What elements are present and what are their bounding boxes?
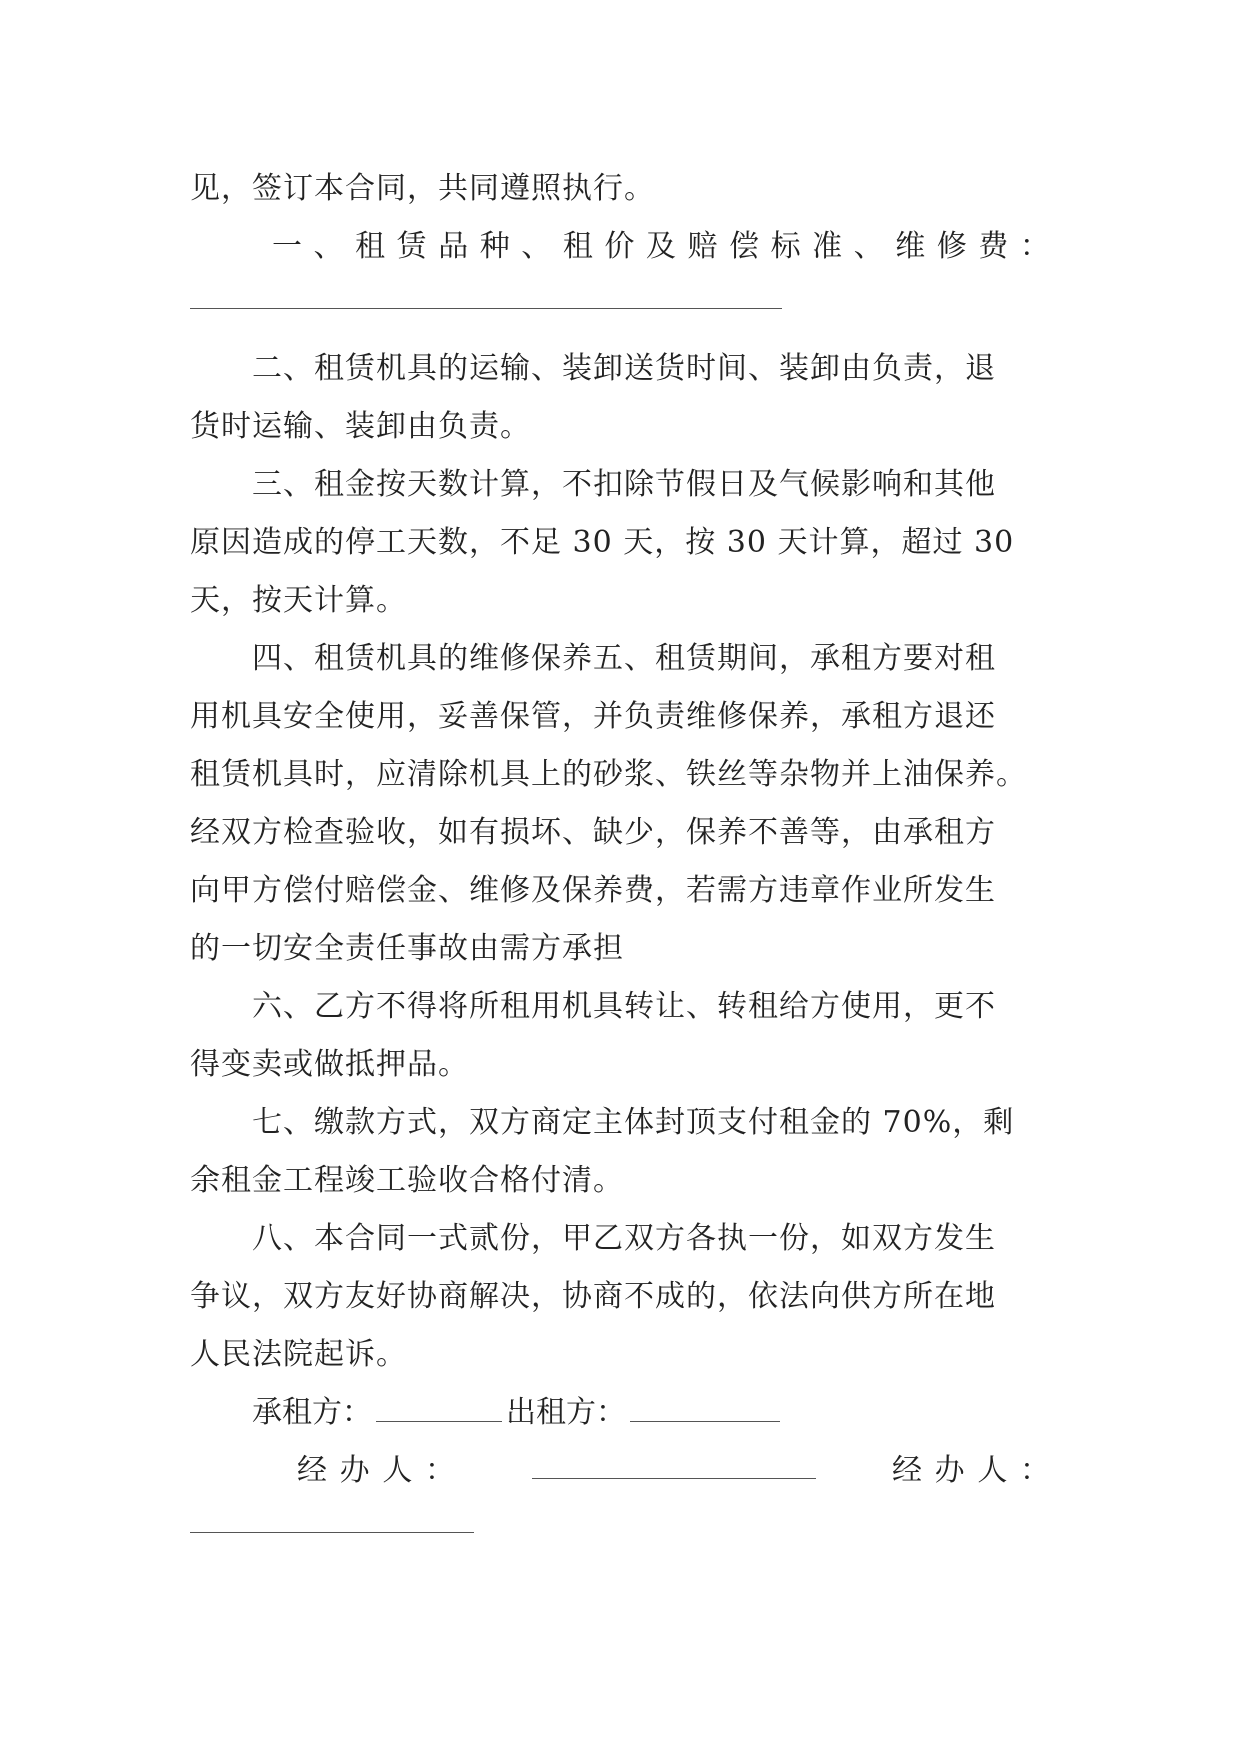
item1-heading-char: 品 xyxy=(438,229,469,264)
lessor-agent-blank xyxy=(190,1532,474,1533)
item1-heading-char: 偿 xyxy=(729,229,760,264)
lessee-label: 承租方： xyxy=(252,1395,372,1430)
lessor-agent-char: 办 xyxy=(934,1453,965,1488)
item1-heading-char: ： xyxy=(1019,229,1050,264)
item1-heading-char: 租 xyxy=(562,229,593,264)
item1-heading-char: 及 xyxy=(645,229,676,264)
item1-heading-char: 、 xyxy=(313,229,344,264)
item2-line-2: 货时运输、装卸由负责。 xyxy=(190,409,531,444)
item1-heading-char: 、 xyxy=(521,229,552,264)
item3-line-1: 三、租金按天数计算，不扣除节假日及气候影响和其他 xyxy=(252,467,996,502)
item1-heading-char: 维 xyxy=(895,229,926,264)
item6-line-2: 得变卖或做抵押品。 xyxy=(190,1047,469,1082)
item1-heading-char: 一 xyxy=(272,229,302,264)
lessee-agent-label xyxy=(297,1442,455,1500)
contract-body xyxy=(190,160,1050,1558)
item4-line-3: 租赁机具时，应清除机具上的砂浆、铁丝等杂物并上油保养。 xyxy=(190,757,1027,792)
item4-line-2: 用机具安全使用，妥善保管，并负责维修保养，承租方退还 xyxy=(190,699,996,734)
lessor-label: 出租方： xyxy=(506,1395,626,1430)
lessee-agent-blank xyxy=(532,1477,816,1479)
item1-heading-char: 修 xyxy=(936,229,967,264)
item1-heading xyxy=(190,218,1050,276)
agent-signature-row xyxy=(190,1442,1050,1500)
lessor-agent-char: 经 xyxy=(892,1453,922,1488)
party-signature-row xyxy=(190,1384,1050,1442)
lessor-agent-char: 人 xyxy=(977,1453,1008,1488)
item1-heading-char: 租 xyxy=(355,229,386,264)
item7-line-2: 余租金工程竣工验收合格付清。 xyxy=(190,1163,624,1198)
item1-heading-char: 价 xyxy=(604,229,635,264)
item3-line-3: 天，按天计算。 xyxy=(190,583,407,618)
item8-line-2: 争议，双方友好协商解决，协商不成的，依法向供方所在地 xyxy=(190,1279,996,1314)
item7-line-1: 七、缴款方式，双方商定主体封顶支付租金的 70%，剩 xyxy=(252,1105,1015,1140)
item1-heading-char: 赁 xyxy=(396,229,427,264)
lessor-agent-label xyxy=(892,1442,1050,1500)
lessor-blank xyxy=(630,1420,780,1422)
item1-heading-char: 标 xyxy=(770,229,801,264)
item1-blank-line xyxy=(190,276,1050,334)
lessee-agent-char: 人 xyxy=(382,1453,413,1488)
lessee-agent-char: 办 xyxy=(339,1453,370,1488)
item1-heading-char: 、 xyxy=(853,229,884,264)
lessor-agent-blank-line xyxy=(190,1500,1050,1558)
item2-line-1: 二、租赁机具的运输、装卸送货时间、装卸由负责，退 xyxy=(252,351,996,386)
item1-heading-char: 赔 xyxy=(687,229,718,264)
item4-line-1: 四、租赁机具的维修保养五、租赁期间，承租方要对租 xyxy=(252,641,996,676)
item1-heading-char: 种 xyxy=(479,229,510,264)
item1-heading-char: 准 xyxy=(812,229,843,264)
item1-underline xyxy=(190,308,782,309)
item3-line-2: 原因造成的停工天数，不足 30 天，按 30 天计算，超过 30 xyxy=(190,525,1015,560)
lessee-blank xyxy=(376,1420,502,1422)
lessee-agent-char: 经 xyxy=(297,1453,327,1488)
item4-line-6: 的一切安全责任事故由需方承担 xyxy=(190,931,624,966)
lessor-agent-char: ： xyxy=(1019,1453,1050,1488)
item6-line-1: 六、乙方不得将所租用机具转让、转租给方使用，更不 xyxy=(252,989,996,1024)
item1-heading-char: 费 xyxy=(978,229,1009,264)
item8-line-3: 人民法院起诉。 xyxy=(190,1337,407,1372)
item4-line-4: 经双方检查验收，如有损坏、缺少，保养不善等，由承租方 xyxy=(190,815,996,850)
item4-line-5: 向甲方偿付赔偿金、维修及保养费，若需方违章作业所发生 xyxy=(190,873,996,908)
intro-line: 见，签订本合同，共同遵照执行。 xyxy=(190,171,655,206)
item8-line-1: 八、本合同一式贰份，甲乙双方各执一份，如双方发生 xyxy=(252,1221,996,1256)
lessee-agent-char: ： xyxy=(424,1453,455,1488)
